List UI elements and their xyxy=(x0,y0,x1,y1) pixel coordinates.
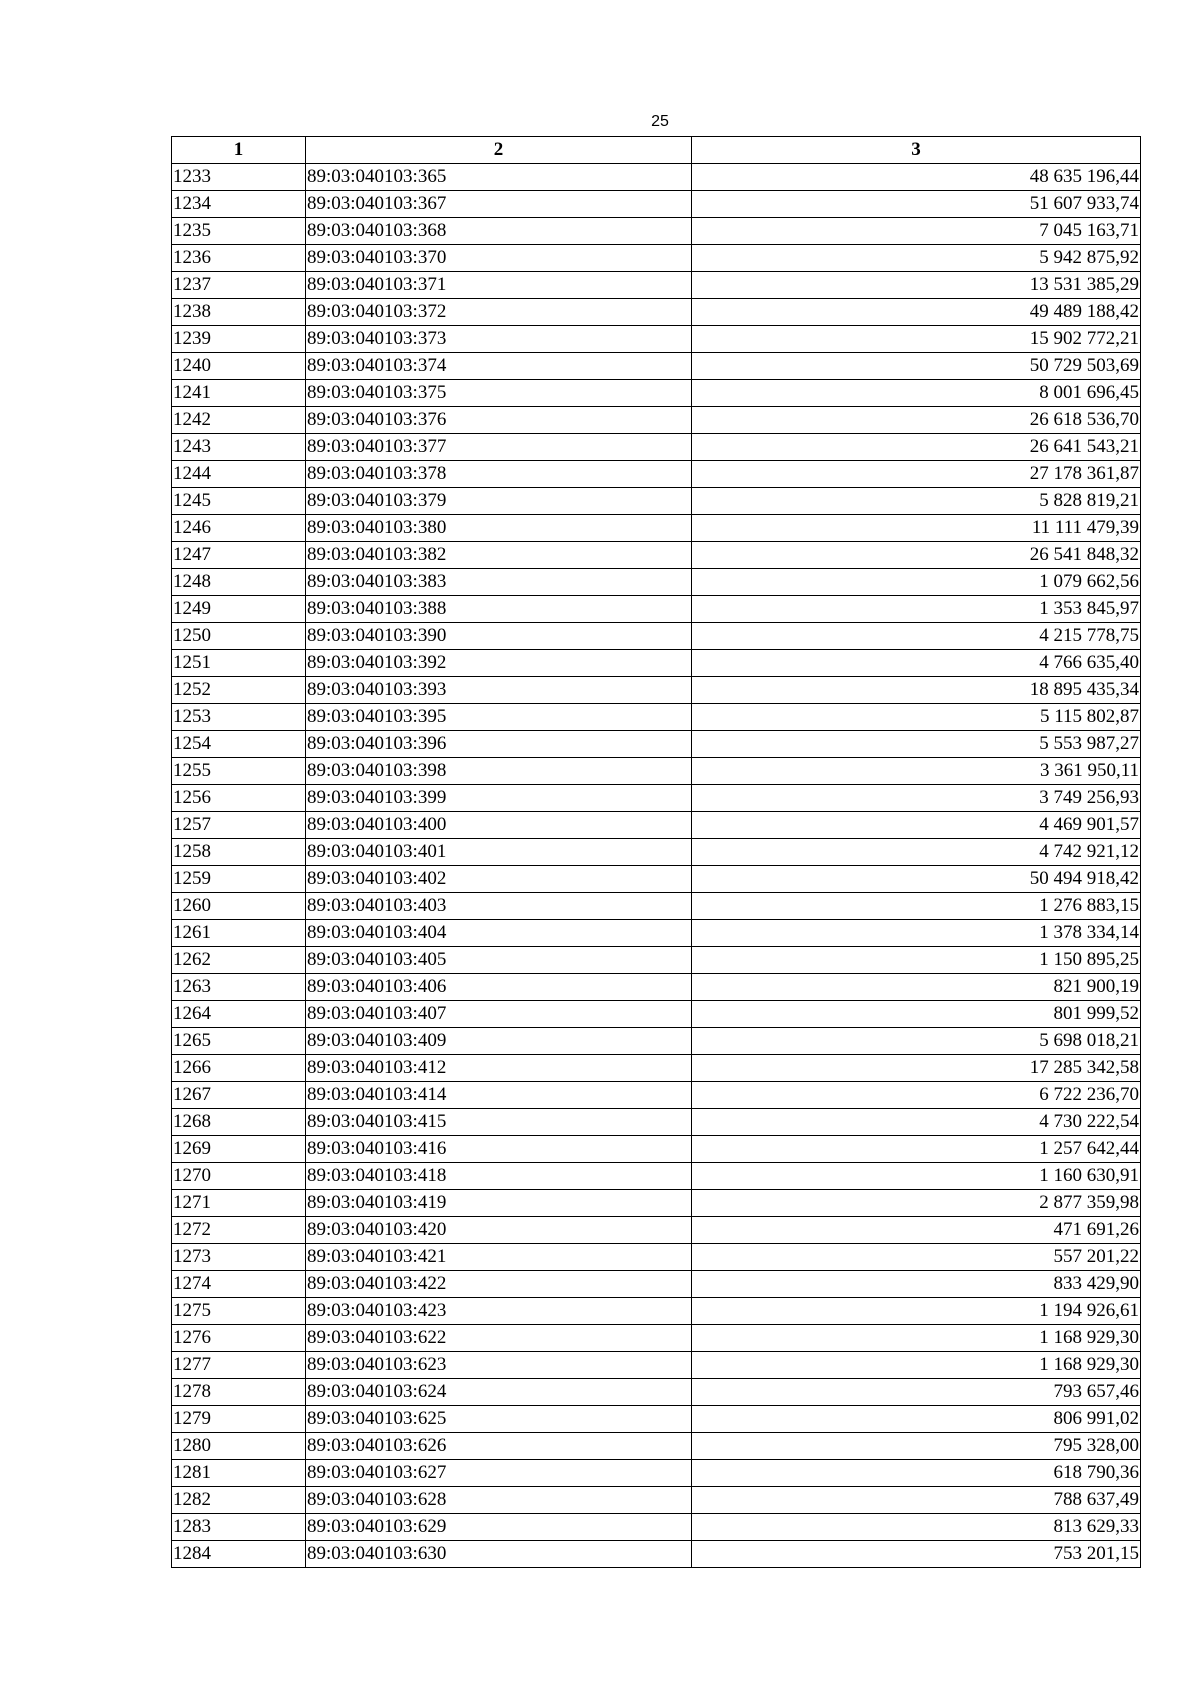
cadastral-number-cell: 89:03:040103:380 xyxy=(306,515,692,542)
cadastral-number-cell: 89:03:040103:629 xyxy=(306,1514,692,1541)
row-number-cell: 1234 xyxy=(172,191,306,218)
table-row xyxy=(172,1541,1141,1568)
table-body xyxy=(172,164,1141,1568)
table-row xyxy=(172,866,1141,893)
value-cell: 50 494 918,42 xyxy=(692,866,1141,893)
table-row xyxy=(172,650,1141,677)
table-row xyxy=(172,191,1141,218)
row-number-cell: 1277 xyxy=(172,1352,306,1379)
table-row xyxy=(172,785,1141,812)
value-cell: 793 657,46 xyxy=(692,1379,1141,1406)
cadastral-number-cell: 89:03:040103:378 xyxy=(306,461,692,488)
row-number-cell: 1271 xyxy=(172,1190,306,1217)
cadastral-number-cell: 89:03:040103:423 xyxy=(306,1298,692,1325)
row-number-cell: 1247 xyxy=(172,542,306,569)
table-row xyxy=(172,515,1141,542)
value-cell: 1 353 845,97 xyxy=(692,596,1141,623)
value-cell: 821 900,19 xyxy=(692,974,1141,1001)
row-number-cell: 1263 xyxy=(172,974,306,1001)
row-number-cell: 1249 xyxy=(172,596,306,623)
value-cell: 11 111 479,39 xyxy=(692,515,1141,542)
row-number-cell: 1269 xyxy=(172,1136,306,1163)
cadastral-number-cell: 89:03:040103:406 xyxy=(306,974,692,1001)
row-number-cell: 1243 xyxy=(172,434,306,461)
page-number: 25 xyxy=(651,113,669,130)
value-cell: 13 531 385,29 xyxy=(692,272,1141,299)
cadastral-number-cell: 89:03:040103:376 xyxy=(306,407,692,434)
value-cell: 5 698 018,21 xyxy=(692,1028,1141,1055)
cadastral-number-cell: 89:03:040103:628 xyxy=(306,1487,692,1514)
value-cell: 48 635 196,44 xyxy=(692,164,1141,191)
cadastral-number-cell: 89:03:040103:400 xyxy=(306,812,692,839)
cadastral-table xyxy=(171,136,1141,1568)
row-number-cell: 1244 xyxy=(172,461,306,488)
value-cell: 753 201,15 xyxy=(692,1541,1141,1568)
table-row xyxy=(172,380,1141,407)
cadastral-number-cell: 89:03:040103:371 xyxy=(306,272,692,299)
cadastral-number-cell: 89:03:040103:420 xyxy=(306,1217,692,1244)
cadastral-number-cell: 89:03:040103:421 xyxy=(306,1244,692,1271)
row-number-cell: 1237 xyxy=(172,272,306,299)
value-cell: 5 115 802,87 xyxy=(692,704,1141,731)
table-row xyxy=(172,677,1141,704)
row-number-cell: 1248 xyxy=(172,569,306,596)
cadastral-number-cell: 89:03:040103:414 xyxy=(306,1082,692,1109)
row-number-cell: 1283 xyxy=(172,1514,306,1541)
cadastral-number-cell: 89:03:040103:377 xyxy=(306,434,692,461)
table-row xyxy=(172,812,1141,839)
cadastral-number-cell: 89:03:040103:404 xyxy=(306,920,692,947)
value-cell: 833 429,90 xyxy=(692,1271,1141,1298)
table-row xyxy=(172,488,1141,515)
cadastral-number-cell: 89:03:040103:422 xyxy=(306,1271,692,1298)
row-number-cell: 1268 xyxy=(172,1109,306,1136)
cadastral-number-cell: 89:03:040103:367 xyxy=(306,191,692,218)
value-cell: 4 215 778,75 xyxy=(692,623,1141,650)
value-cell: 5 553 987,27 xyxy=(692,731,1141,758)
value-cell: 4 469 901,57 xyxy=(692,812,1141,839)
row-number-cell: 1274 xyxy=(172,1271,306,1298)
cadastral-number-cell: 89:03:040103:403 xyxy=(306,893,692,920)
table-row xyxy=(172,1352,1141,1379)
row-number-cell: 1250 xyxy=(172,623,306,650)
table-row xyxy=(172,1406,1141,1433)
table-row xyxy=(172,920,1141,947)
table-row xyxy=(172,1028,1141,1055)
table-row xyxy=(172,839,1141,866)
value-cell: 806 991,02 xyxy=(692,1406,1141,1433)
value-cell: 1 276 883,15 xyxy=(692,893,1141,920)
table-row xyxy=(172,947,1141,974)
cadastral-number-cell: 89:03:040103:396 xyxy=(306,731,692,758)
cadastral-number-cell: 89:03:040103:627 xyxy=(306,1460,692,1487)
table-row xyxy=(172,1325,1141,1352)
row-number-cell: 1259 xyxy=(172,866,306,893)
table-row xyxy=(172,407,1141,434)
row-number-cell: 1251 xyxy=(172,650,306,677)
value-cell: 7 045 163,71 xyxy=(692,218,1141,245)
value-cell: 18 895 435,34 xyxy=(692,677,1141,704)
value-cell: 618 790,36 xyxy=(692,1460,1141,1487)
value-cell: 1 168 929,30 xyxy=(692,1325,1141,1352)
row-number-cell: 1241 xyxy=(172,380,306,407)
cadastral-number-cell: 89:03:040103:388 xyxy=(306,596,692,623)
value-cell: 1 257 642,44 xyxy=(692,1136,1141,1163)
cadastral-number-cell: 89:03:040103:392 xyxy=(306,650,692,677)
table-row xyxy=(172,569,1141,596)
table-row xyxy=(172,218,1141,245)
row-number-cell: 1270 xyxy=(172,1163,306,1190)
cadastral-number-cell: 89:03:040103:419 xyxy=(306,1190,692,1217)
row-number-cell: 1238 xyxy=(172,299,306,326)
row-number-cell: 1272 xyxy=(172,1217,306,1244)
cadastral-number-cell: 89:03:040103:372 xyxy=(306,299,692,326)
cadastral-number-cell: 89:03:040103:624 xyxy=(306,1379,692,1406)
value-cell: 27 178 361,87 xyxy=(692,461,1141,488)
cadastral-number-cell: 89:03:040103:379 xyxy=(306,488,692,515)
table-row xyxy=(172,164,1141,191)
cadastral-number-cell: 89:03:040103:407 xyxy=(306,1001,692,1028)
table-row xyxy=(172,1460,1141,1487)
table-row xyxy=(172,1163,1141,1190)
table-row xyxy=(172,299,1141,326)
row-number-cell: 1276 xyxy=(172,1325,306,1352)
table-row xyxy=(172,1271,1141,1298)
row-number-cell: 1255 xyxy=(172,758,306,785)
value-cell: 557 201,22 xyxy=(692,1244,1141,1271)
value-cell: 3 749 256,93 xyxy=(692,785,1141,812)
cadastral-number-cell: 89:03:040103:382 xyxy=(306,542,692,569)
cadastral-number-cell: 89:03:040103:398 xyxy=(306,758,692,785)
row-number-cell: 1281 xyxy=(172,1460,306,1487)
row-number-cell: 1278 xyxy=(172,1379,306,1406)
table-row xyxy=(172,272,1141,299)
cadastral-number-cell: 89:03:040103:412 xyxy=(306,1055,692,1082)
table-row xyxy=(172,1190,1141,1217)
table-row xyxy=(172,245,1141,272)
cadastral-number-cell: 89:03:040103:374 xyxy=(306,353,692,380)
cadastral-number-cell: 89:03:040103:622 xyxy=(306,1325,692,1352)
value-cell: 26 541 848,32 xyxy=(692,542,1141,569)
table-row xyxy=(172,1001,1141,1028)
row-number-cell: 1253 xyxy=(172,704,306,731)
row-number-cell: 1261 xyxy=(172,920,306,947)
cadastral-number-cell: 89:03:040103:402 xyxy=(306,866,692,893)
row-number-cell: 1256 xyxy=(172,785,306,812)
cadastral-number-cell: 89:03:040103:625 xyxy=(306,1406,692,1433)
row-number-cell: 1242 xyxy=(172,407,306,434)
cadastral-number-cell: 89:03:040103:370 xyxy=(306,245,692,272)
table-row xyxy=(172,1136,1141,1163)
table-row xyxy=(172,434,1141,461)
table-row xyxy=(172,1055,1141,1082)
row-number-cell: 1265 xyxy=(172,1028,306,1055)
row-number-cell: 1260 xyxy=(172,893,306,920)
value-cell: 1 150 895,25 xyxy=(692,947,1141,974)
value-cell: 51 607 933,74 xyxy=(692,191,1141,218)
value-cell: 813 629,33 xyxy=(692,1514,1141,1541)
table-row xyxy=(172,542,1141,569)
value-cell: 4 730 222,54 xyxy=(692,1109,1141,1136)
cadastral-number-cell: 89:03:040103:399 xyxy=(306,785,692,812)
cadastral-number-cell: 89:03:040103:383 xyxy=(306,569,692,596)
row-number-cell: 1257 xyxy=(172,812,306,839)
row-number-cell: 1240 xyxy=(172,353,306,380)
value-cell: 5 828 819,21 xyxy=(692,488,1141,515)
table-row xyxy=(172,461,1141,488)
table-row xyxy=(172,704,1141,731)
cadastral-number-cell: 89:03:040103:415 xyxy=(306,1109,692,1136)
table-row xyxy=(172,1379,1141,1406)
row-number-cell: 1246 xyxy=(172,515,306,542)
table-row xyxy=(172,1514,1141,1541)
column-header-3: 3 xyxy=(692,137,1141,164)
column-header-1: 1 xyxy=(172,137,306,164)
row-number-cell: 1254 xyxy=(172,731,306,758)
table-row xyxy=(172,1217,1141,1244)
row-number-cell: 1284 xyxy=(172,1541,306,1568)
row-number-cell: 1279 xyxy=(172,1406,306,1433)
value-cell: 801 999,52 xyxy=(692,1001,1141,1028)
row-number-cell: 1258 xyxy=(172,839,306,866)
cadastral-number-cell: 89:03:040103:368 xyxy=(306,218,692,245)
cadastral-number-cell: 89:03:040103:418 xyxy=(306,1163,692,1190)
value-cell: 795 328,00 xyxy=(692,1433,1141,1460)
table-row xyxy=(172,1244,1141,1271)
value-cell: 1 160 630,91 xyxy=(692,1163,1141,1190)
value-cell: 8 001 696,45 xyxy=(692,380,1141,407)
value-cell: 1 168 929,30 xyxy=(692,1352,1141,1379)
table-row xyxy=(172,353,1141,380)
row-number-cell: 1275 xyxy=(172,1298,306,1325)
row-number-cell: 1266 xyxy=(172,1055,306,1082)
table-row xyxy=(172,1433,1141,1460)
value-cell: 3 361 950,11 xyxy=(692,758,1141,785)
table-row xyxy=(172,1082,1141,1109)
cadastral-number-cell: 89:03:040103:630 xyxy=(306,1541,692,1568)
table-row xyxy=(172,1298,1141,1325)
table-row xyxy=(172,974,1141,1001)
value-cell: 788 637,49 xyxy=(692,1487,1141,1514)
cadastral-number-cell: 89:03:040103:375 xyxy=(306,380,692,407)
row-number-cell: 1245 xyxy=(172,488,306,515)
cadastral-number-cell: 89:03:040103:365 xyxy=(306,164,692,191)
value-cell: 15 902 772,21 xyxy=(692,326,1141,353)
row-number-cell: 1239 xyxy=(172,326,306,353)
row-number-cell: 1262 xyxy=(172,947,306,974)
cadastral-number-cell: 89:03:040103:409 xyxy=(306,1028,692,1055)
table-row xyxy=(172,893,1141,920)
table-header-row xyxy=(172,137,1141,164)
table-row xyxy=(172,623,1141,650)
row-number-cell: 1280 xyxy=(172,1433,306,1460)
row-number-cell: 1273 xyxy=(172,1244,306,1271)
cadastral-number-cell: 89:03:040103:373 xyxy=(306,326,692,353)
value-cell: 17 285 342,58 xyxy=(692,1055,1141,1082)
row-number-cell: 1233 xyxy=(172,164,306,191)
value-cell: 26 618 536,70 xyxy=(692,407,1141,434)
table-row xyxy=(172,731,1141,758)
row-number-cell: 1236 xyxy=(172,245,306,272)
value-cell: 5 942 875,92 xyxy=(692,245,1141,272)
value-cell: 50 729 503,69 xyxy=(692,353,1141,380)
value-cell: 1 194 926,61 xyxy=(692,1298,1141,1325)
cadastral-number-cell: 89:03:040103:405 xyxy=(306,947,692,974)
value-cell: 2 877 359,98 xyxy=(692,1190,1141,1217)
row-number-cell: 1282 xyxy=(172,1487,306,1514)
value-cell: 4 742 921,12 xyxy=(692,839,1141,866)
cadastral-number-cell: 89:03:040103:390 xyxy=(306,623,692,650)
value-cell: 1 378 334,14 xyxy=(692,920,1141,947)
value-cell: 4 766 635,40 xyxy=(692,650,1141,677)
cadastral-number-cell: 89:03:040103:393 xyxy=(306,677,692,704)
cadastral-number-cell: 89:03:040103:395 xyxy=(306,704,692,731)
column-header-2: 2 xyxy=(306,137,692,164)
row-number-cell: 1235 xyxy=(172,218,306,245)
table-row xyxy=(172,326,1141,353)
cadastral-number-cell: 89:03:040103:626 xyxy=(306,1433,692,1460)
table-row xyxy=(172,758,1141,785)
table-row xyxy=(172,1109,1141,1136)
row-number-cell: 1264 xyxy=(172,1001,306,1028)
cadastral-number-cell: 89:03:040103:623 xyxy=(306,1352,692,1379)
value-cell: 1 079 662,56 xyxy=(692,569,1141,596)
row-number-cell: 1267 xyxy=(172,1082,306,1109)
cadastral-number-cell: 89:03:040103:416 xyxy=(306,1136,692,1163)
value-cell: 26 641 543,21 xyxy=(692,434,1141,461)
table-row xyxy=(172,1487,1141,1514)
table-row xyxy=(172,596,1141,623)
value-cell: 49 489 188,42 xyxy=(692,299,1141,326)
cadastral-number-cell: 89:03:040103:401 xyxy=(306,839,692,866)
value-cell: 471 691,26 xyxy=(692,1217,1141,1244)
row-number-cell: 1252 xyxy=(172,677,306,704)
value-cell: 6 722 236,70 xyxy=(692,1082,1141,1109)
